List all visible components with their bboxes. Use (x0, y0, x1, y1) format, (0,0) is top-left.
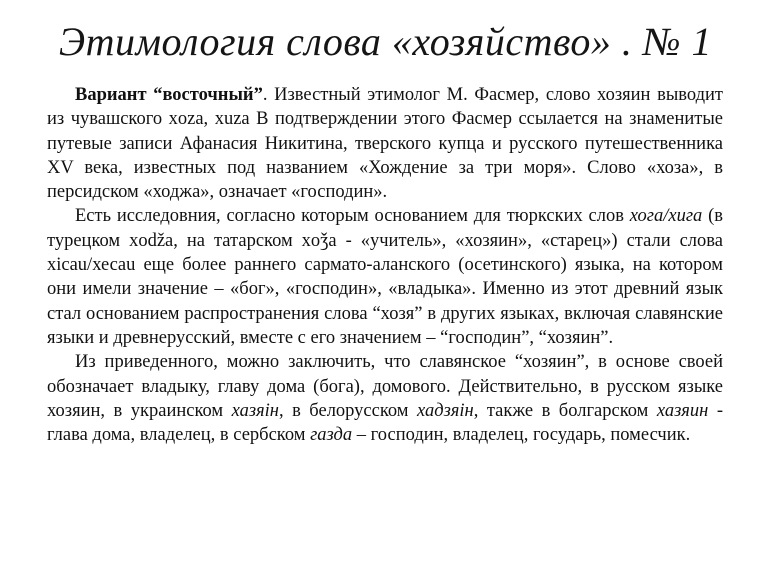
italic-term-serbian: газда (310, 425, 353, 446)
paragraph-turkic-origin (47, 204, 723, 350)
paragraph-text: Из приведенного, можно заключить, что славянское “хозяин”, в основе своей обозначает владыку, главу дома (бога), домового. Действительно, в русском языке хозяин, в украинском (47, 352, 723, 421)
paragraph-text: . Известный этимолог М. Фасмер, слово хозяин выводит из чувашского xoza, xuza В подтверждении этого Фасмер ссылается на знаменитые путевые записи Афанасия Никитина, тверского купца и русского путешественника XV века, известных под названием «Хождение за три моря». Слово «хоза», в персидском «ходжа», означает «господин». (47, 85, 723, 203)
paragraph-text: Есть исследовния, согласно которым основанием для тюркских слов (75, 206, 630, 227)
paragraph-text: , в белорусском (278, 400, 417, 421)
variant-label: Вариант “восточный” (75, 85, 263, 105)
paragraph-eastern-variant (47, 83, 723, 204)
paragraph-text: , также в болгарском (473, 400, 657, 421)
paragraph-text: (в турецком xodža, на татарском xoǯa - «учитель», «хозяин», «старец») стали слова xicau/хесau еще более раннего сармато-аланского (осетинского) языка, на котором они имели значение – «бог», «господин», «владыка». Именно из этот древний язык стал основанием распространения слова “хозя” в других языках, включая славянские языки и древнерусский, вместе с его значением – “господин”, “хозяин”. (47, 206, 723, 348)
italic-term-belarusian: хадзяiн (417, 400, 474, 421)
paragraph-conclusion (47, 350, 723, 447)
slide-body (47, 83, 723, 447)
italic-term-ukrainian: хазяiн (231, 400, 279, 421)
paragraph-text: – господин, владелец, государь, помесчик. (352, 425, 691, 446)
slide-title: Этимология слова «хозяйство» . № 1 (58, 19, 713, 64)
paragraph-text: - глава дома, владелец, в сербском (47, 400, 723, 446)
italic-term: хога/хига (629, 206, 703, 227)
italic-term-bulgarian: хазяин (656, 400, 709, 421)
